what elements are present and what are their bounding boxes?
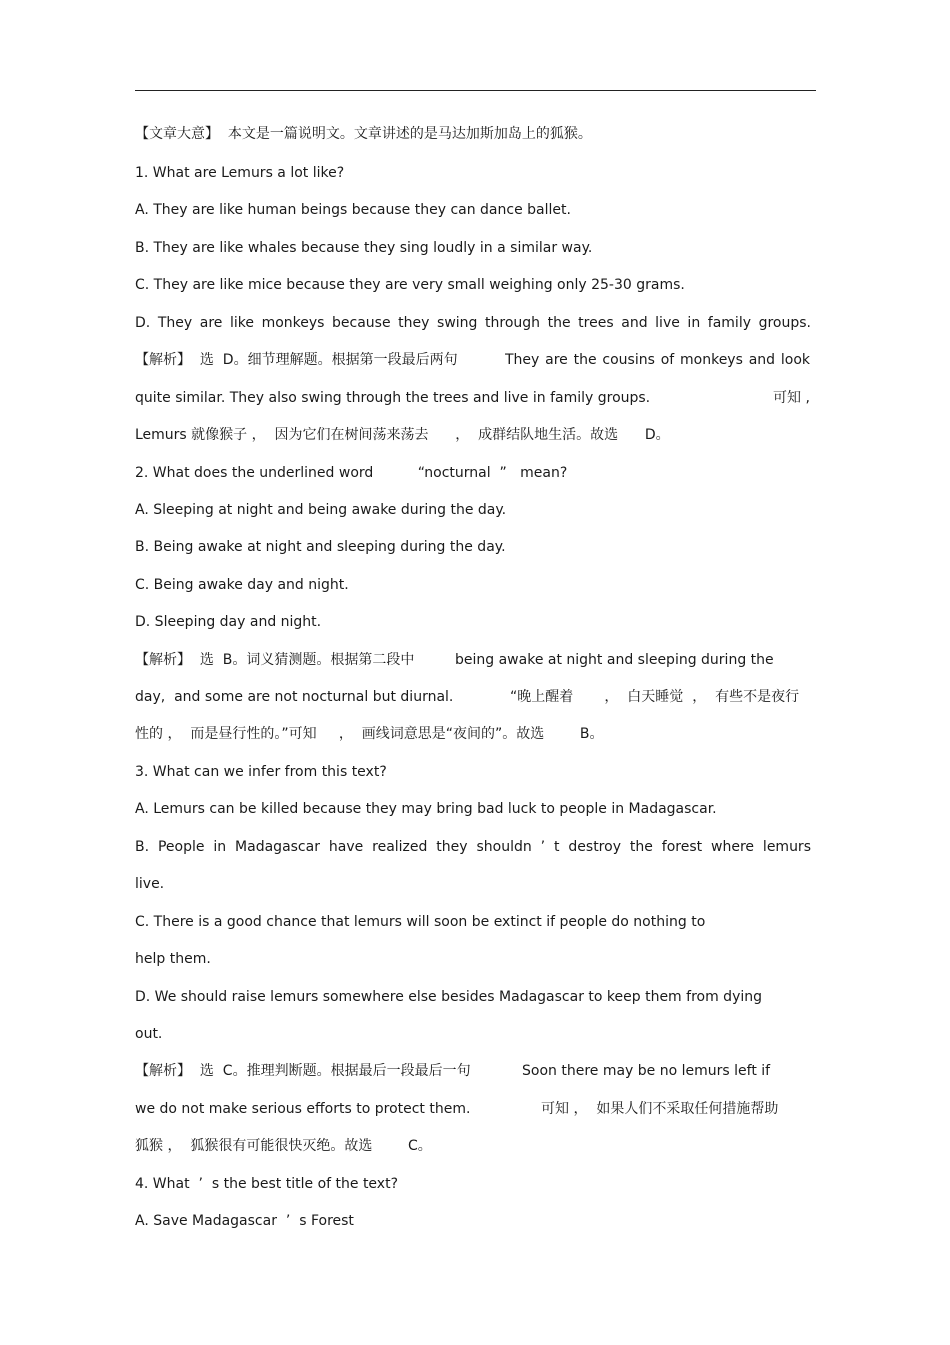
q3-analysis-quote: Soon there may be no lemurs left if (522, 1063, 771, 1079)
q3-option-a: A. Lemurs can be killed because they may bring bad luck to people in Madagascar. (135, 801, 717, 817)
q2-analysis-line3: 性的 ， 而是昼行性的。”可知 ， 画线词意思是“夜间的”。故选 B。 (135, 726, 604, 742)
q1-analysis-quote: They are the cousins of monkeys and look (505, 352, 810, 368)
q1-analysis-conclusion: 可知 , (773, 390, 810, 406)
q3-question: 3. What can we infer from this text? (135, 764, 387, 780)
q3-analysis-line2: we do not make serious efforts to protect them. (135, 1101, 471, 1117)
q2-analysis-quote: being awake at night and sleeping during the (455, 652, 774, 668)
q2-analysis-line2: day, and some are not nocturnal but diurnal. (135, 689, 454, 705)
q3-option-d: D. We should raise lemurs somewhere else besides Madagascar to keep them from dying (135, 989, 762, 1005)
q2-question: 2. What does the underlined word “nocturnal ” mean? (135, 465, 568, 481)
q2-option-c: C. Being awake day and night. (135, 577, 349, 593)
q3-option-d-cont: out. (135, 1026, 163, 1042)
q1-option-b: B. They are like whales because they sing loudly in a similar way. (135, 240, 593, 256)
q1-option-d: D. They are like monkeys because they swing through the trees and live in family groups. (135, 315, 811, 331)
header-rule (135, 90, 816, 91)
q1-analysis-line3: Lemurs 就像猴子 ， 因为它们在树间荡来荡去 ， 成群结队地生活。故选 D。 (135, 427, 670, 443)
q1-option-a: A. They are like human beings because they can dance ballet. (135, 202, 571, 218)
q1-option-c: C. They are like mice because they are very small weighing only 25-30 grams. (135, 277, 685, 293)
q3-analysis-label: 【解析】 选 C。推理判断题。根据最后一段最后一句 (135, 1063, 471, 1079)
q4-option-a: A. Save Madagascar ’ s Forest (135, 1213, 354, 1229)
q1-analysis-line2: quite similar. They also swing through the trees and live in family groups. (135, 390, 651, 406)
q3-option-b: B. People in Madagascar have realized they shouldn ’ t destroy the forest where lemurs (135, 839, 811, 855)
q1-analysis-label: 【解析】 选 D。细节理解题。根据第一段最后两句 (135, 352, 458, 368)
q2-analysis-translation: “晚上醒着 ， 白天睡觉 ， 有些不是夜行 (510, 689, 800, 705)
q3-analysis-translation: 可知 ， 如果人们不采取任何措施帮助 (541, 1101, 779, 1117)
q2-analysis-label: 【解析】 选 B。词义猜测题。根据第二段中 (135, 652, 415, 668)
q3-option-c: C. There is a good chance that lemurs will soon be extinct if people do nothing to (135, 914, 706, 930)
q2-option-a: A. Sleeping at night and being awake during the day. (135, 502, 507, 518)
q2-option-d: D. Sleeping day and night. (135, 614, 322, 630)
q2-option-b: B. Being awake at night and sleeping during the day. (135, 539, 506, 555)
q3-analysis-line3: 狐猴 ， 狐猴很有可能很快灭绝。故选 C。 (135, 1138, 432, 1154)
q3-option-c-cont: help them. (135, 951, 211, 967)
q1-question: 1. What are Lemurs a lot like? (135, 165, 345, 181)
article-summary: 【文章大意】 本文是一篇说明文。文章讲述的是马达加斯加岛上的狐猴。 (135, 126, 592, 142)
q4-question: 4. What ’ s the best title of the text? (135, 1176, 398, 1192)
q3-option-b-cont: live. (135, 876, 165, 892)
